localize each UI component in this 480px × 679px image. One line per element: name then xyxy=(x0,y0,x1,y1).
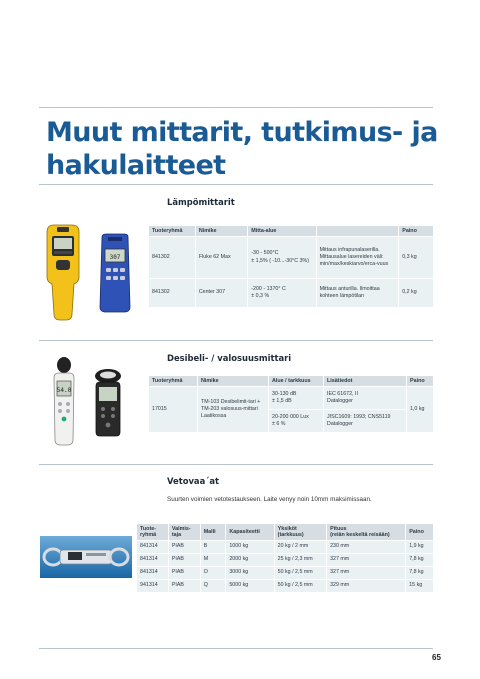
temp-section-title: Lämpömittarit xyxy=(167,197,235,207)
table-cell: 30-130 dB ± 1,5 dB xyxy=(269,387,323,409)
sound-table xyxy=(148,375,434,433)
table-cell: 841314 xyxy=(137,541,168,553)
table-header: Yksiköt (tarkkuus) xyxy=(275,524,326,540)
table-header: Mitta-alue xyxy=(248,226,315,236)
table-cell: Center 307 xyxy=(196,279,247,307)
table-cell: -30 - 500°C ± 1,5% ( -10...-30°C 3%) xyxy=(248,237,315,278)
table-header: Tuote- ryhmä xyxy=(137,524,168,540)
table-header: Paino xyxy=(406,524,433,540)
table-row xyxy=(149,387,433,409)
table-cell: 230 mm xyxy=(327,541,405,553)
table-cell: 841302 xyxy=(149,279,195,307)
table-cell: 20-200 000 Lux ± 6 % xyxy=(269,410,323,432)
table-cell: 0,2 kg xyxy=(399,279,433,307)
table-cell: PIAB xyxy=(169,567,200,579)
table-cell: 0,3 kg xyxy=(399,237,433,278)
pull-scale-image xyxy=(40,536,132,578)
table-header: Malli xyxy=(201,524,226,540)
table-cell: Fluke 62 Max xyxy=(196,237,247,278)
table-cell: 841314 xyxy=(137,567,168,579)
table-cell: Mittaus infrapunalaserilla. Mittausalue lasereiden väli: min/max/keskiarvo/erca-vuus xyxy=(317,237,399,278)
page-number: 65 xyxy=(432,653,441,662)
table-cell: 7,8 kg xyxy=(406,554,433,566)
table-row xyxy=(137,567,433,579)
table-cell: 17015 xyxy=(149,387,197,432)
table-header: Nimike xyxy=(198,376,268,386)
table-cell: 841314 xyxy=(137,554,168,566)
table-cell: IEC 61672, II Datalogger xyxy=(324,387,406,409)
table-header: Paino xyxy=(407,376,433,386)
decibel-meter-image xyxy=(51,356,77,446)
table-header-row xyxy=(149,226,433,236)
table-cell: 329 mm xyxy=(327,580,405,592)
table-cell: 7,8 kg xyxy=(406,567,433,579)
table-row xyxy=(137,554,433,566)
table-header: Paino xyxy=(399,226,433,236)
svg-text:307: 307 xyxy=(109,254,121,261)
table-cell: 5000 kg xyxy=(226,580,273,592)
table-header: Kapasiteetti xyxy=(226,524,273,540)
sound-section-title: Desibeli- / valosuusmittari xyxy=(167,353,292,363)
lux-meter-image xyxy=(91,368,125,438)
bottom-rule xyxy=(39,648,433,649)
table-cell: 841302 xyxy=(149,237,195,278)
temp-table xyxy=(148,225,434,308)
table-cell: TM-103 Desibelimit-tari + TM-203 valosuus-mittari Laatikossa xyxy=(198,387,268,432)
table-cell: 3000 kg xyxy=(226,567,273,579)
table-cell: 2000 kg xyxy=(226,554,273,566)
table-header: Alue / tarkkuus xyxy=(269,376,323,386)
section-rule-2 xyxy=(39,464,433,465)
table-row xyxy=(149,279,433,307)
table-cell: 1000 kg xyxy=(226,541,273,553)
table-header: Pituus (reiän keskeltä reisään) xyxy=(327,524,405,540)
top-rule xyxy=(39,107,433,108)
table-cell: PIAB xyxy=(169,554,200,566)
table-cell: -200 - 1370° C ± 0,3 % xyxy=(248,279,315,307)
table-cell: Q xyxy=(201,580,226,592)
table-header-row xyxy=(149,376,433,386)
table-cell: PIAB xyxy=(169,541,200,553)
table-cell: 25 kg / 2,3 mm xyxy=(275,554,326,566)
table-cell: B xyxy=(201,541,226,553)
title-rule xyxy=(39,184,433,185)
table-cell: 327 mm xyxy=(327,567,405,579)
table-cell: 50 kg / 2,5 mm xyxy=(275,580,326,592)
table-header: Lisätiedot xyxy=(324,376,406,386)
table-row xyxy=(137,541,433,553)
center-thermometer-image xyxy=(96,233,134,313)
table-row xyxy=(137,580,433,592)
svg-text:54.0: 54.0 xyxy=(56,387,72,394)
table-header: Valmis- taja xyxy=(169,524,200,540)
section-rule-1 xyxy=(39,340,433,341)
table-cell: 15 kg xyxy=(406,580,433,592)
table-cell: JISC1609: 1993; CNS5119 Datalogger xyxy=(324,410,406,432)
table-cell: 1,9 kg xyxy=(406,541,433,553)
table-cell: 1,0 kg xyxy=(407,387,433,432)
table-cell: 20 kg / 2 mm xyxy=(275,541,326,553)
pull-table xyxy=(136,523,434,593)
table-header-row xyxy=(137,524,433,540)
table-header: Tuoteryhmä xyxy=(149,376,197,386)
page-title: Muut mittarit, tutkimus- ja hakulaitteet xyxy=(46,117,438,181)
table-cell: O xyxy=(201,567,226,579)
table-cell: 50 kg / 2,5 mm xyxy=(275,567,326,579)
pull-section-intro: Suurten voimien vetotestaukseen. Laite venyy noin 10mm maksimissaan. xyxy=(167,496,372,503)
table-row xyxy=(149,237,433,278)
table-header: Tuoteryhmä xyxy=(149,226,195,236)
table-cell: PIAB xyxy=(169,580,200,592)
table-cell: 327 mm xyxy=(327,554,405,566)
table-cell: Mittaus anturilla. Ilmoittaa kohteen lämpötilan xyxy=(317,279,399,307)
table-cell: 941314 xyxy=(137,580,168,592)
table-cell: M xyxy=(201,554,226,566)
table-header: Nimike xyxy=(196,226,247,236)
fluke-thermometer-image xyxy=(44,222,82,322)
pull-section-title: Vetovaa´at xyxy=(167,476,220,486)
table-header xyxy=(317,226,399,236)
